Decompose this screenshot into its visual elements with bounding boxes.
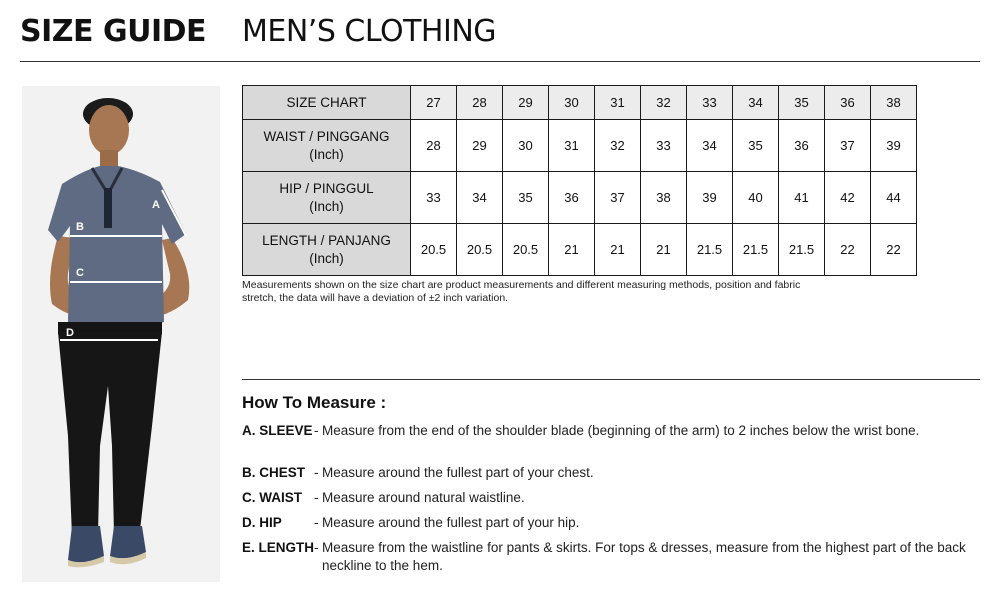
row-label-unit: (Inch)	[309, 198, 344, 214]
note-line: stretch, the data will have a deviation of ±2 inch variation.	[242, 292, 509, 304]
model-figure-illustration	[22, 86, 220, 582]
category-title: MEN’S CLOTHING	[242, 14, 497, 49]
length-cell: 21.5	[687, 224, 733, 276]
length-cell: 21.5	[779, 224, 825, 276]
waist-cell: 39	[871, 120, 917, 172]
size-cell: 30	[549, 86, 595, 120]
measure-item-dash: -	[314, 490, 319, 505]
size-header-row	[243, 86, 917, 120]
waist-cell: 33	[641, 120, 687, 172]
hip-cell: 41	[779, 172, 825, 224]
hip-cell: 37	[595, 172, 641, 224]
length-cell: 22	[871, 224, 917, 276]
measure-item-dash: -	[314, 465, 319, 480]
measure-item-dash: -	[314, 515, 319, 530]
length-row-label	[243, 224, 411, 276]
measure-item-text: Measure around natural waistline.	[322, 490, 525, 505]
waist-cell: 31	[549, 120, 595, 172]
note-line: Measurements shown on the size chart are product measurements and different measuring methods, position and fabric	[242, 279, 801, 291]
size-cell: 31	[595, 86, 641, 120]
model-placket	[104, 188, 112, 228]
header-divider	[20, 61, 980, 62]
figure-label-c: C	[76, 267, 84, 279]
size-cell: 29	[503, 86, 549, 120]
length-cell: 22	[825, 224, 871, 276]
size-cell: 33	[687, 86, 733, 120]
row-label-line: HIP / PINGGUL	[279, 180, 374, 196]
measure-item-text: Measure around the fullest part of your hip.	[322, 515, 580, 530]
length-cell: 21	[595, 224, 641, 276]
length-cell: 21	[549, 224, 595, 276]
hip-cell: 34	[457, 172, 503, 224]
figure-label-b: B	[76, 221, 84, 233]
hip-cell: 39	[687, 172, 733, 224]
waist-cell: 30	[503, 120, 549, 172]
waist-cell: 32	[595, 120, 641, 172]
figure-label-a: A	[152, 199, 160, 211]
measure-item-key: A. SLEEVE	[242, 423, 313, 438]
size-guide-title: SIZE GUIDE	[20, 14, 207, 49]
waist-cell: 36	[779, 120, 825, 172]
measure-item-key: B. CHEST	[242, 465, 306, 480]
model-pants	[58, 332, 162, 536]
waist-cell: 34	[687, 120, 733, 172]
hip-row	[243, 172, 917, 224]
measure-item-text: Measure from the end of the shoulder blade (beginning of the arm) to 2 inches below the wrist bone.	[322, 423, 920, 438]
measure-item-dash: -	[314, 423, 319, 438]
hip-row-label	[243, 172, 411, 224]
hip-cell: 40	[733, 172, 779, 224]
measure-item-text: Measure from the waistline for pants & skirts. For tops & dresses, measure from the highest part of the back neckline to the hem.	[322, 540, 966, 573]
size-cell: 36	[825, 86, 871, 120]
model-right-shoe	[110, 526, 146, 558]
measure-item-key: E. LENGTH	[242, 540, 315, 555]
model-photo	[22, 86, 220, 582]
size-cell: 34	[733, 86, 779, 120]
measure-item-key: D. HIP	[242, 515, 282, 530]
length-cell: 21.5	[733, 224, 779, 276]
row-label-unit: (Inch)	[309, 146, 344, 162]
length-row	[243, 224, 917, 276]
row-label-unit: (Inch)	[309, 250, 344, 266]
waist-cell: 28	[411, 120, 457, 172]
hip-cell: 35	[503, 172, 549, 224]
waist-cell: 37	[825, 120, 871, 172]
length-cell: 20.5	[457, 224, 503, 276]
size-cell: 35	[779, 86, 825, 120]
how-to-measure-heading: How To Measure :	[242, 393, 387, 412]
length-cell: 20.5	[503, 224, 549, 276]
model-left-shoe	[68, 526, 104, 562]
length-cell: 21	[641, 224, 687, 276]
hip-cell: 36	[549, 172, 595, 224]
size-chart-header-label: SIZE CHART	[243, 86, 411, 120]
size-cell: 32	[641, 86, 687, 120]
size-cell: 38	[871, 86, 917, 120]
hip-cell: 33	[411, 172, 457, 224]
waist-cell: 35	[733, 120, 779, 172]
model-head	[89, 105, 129, 155]
size-cell: 27	[411, 86, 457, 120]
measurement-note	[242, 279, 972, 305]
length-cell: 20.5	[411, 224, 457, 276]
hip-cell: 38	[641, 172, 687, 224]
row-label-line: LENGTH / PANJANG	[262, 232, 391, 248]
size-cell: 28	[457, 86, 503, 120]
waist-row-label	[243, 120, 411, 172]
waist-row	[243, 120, 917, 172]
measure-item-text: Measure around the fullest part of your chest.	[322, 465, 594, 480]
hip-cell: 42	[825, 172, 871, 224]
hip-cell: 44	[871, 172, 917, 224]
size-chart-table	[242, 85, 917, 276]
section-divider	[242, 379, 980, 380]
measure-item-key: C. WAIST	[242, 490, 302, 505]
measure-item-dash: -	[314, 540, 319, 555]
row-label-line: WAIST / PINGGANG	[263, 128, 390, 144]
figure-label-d: D	[66, 327, 74, 339]
waist-cell: 29	[457, 120, 503, 172]
